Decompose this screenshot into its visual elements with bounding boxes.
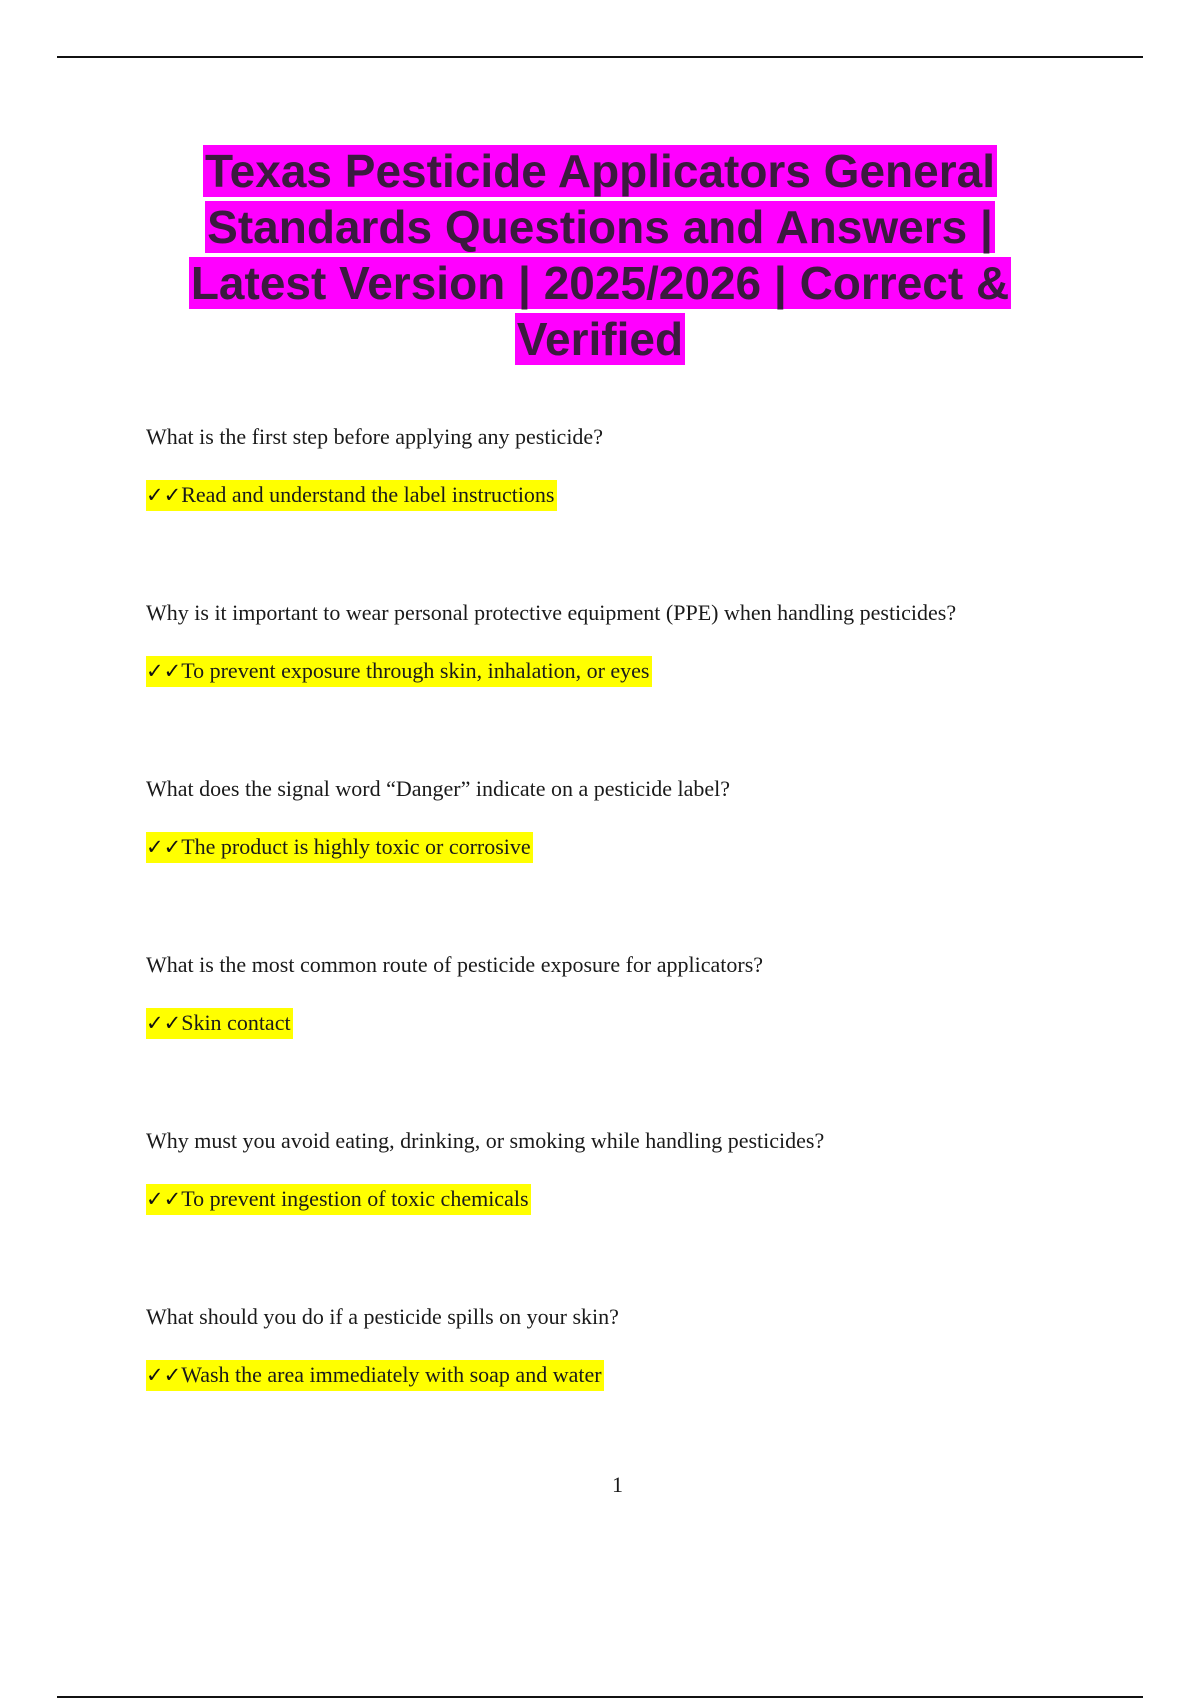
double-check-icon: ✓✓ <box>146 1363 182 1387</box>
qa-item-5 <box>146 1127 1086 1213</box>
answer-highlight <box>146 1360 604 1391</box>
double-check-icon: ✓✓ <box>146 1187 182 1211</box>
answer <box>146 1185 1086 1213</box>
double-check-icon: ✓✓ <box>146 483 182 507</box>
top-divider <box>57 56 1143 58</box>
answer-text: The product is highly toxic or corrosive <box>181 834 531 859</box>
qa-item-6 <box>146 1303 1086 1389</box>
question-text: What should you do if a pesticide spills on your skin? <box>146 1304 619 1329</box>
answer-highlight <box>146 480 557 511</box>
question-text: Why is it important to wear personal protective equipment (PPE) when handling pesticides? <box>146 600 957 625</box>
double-check-icon: ✓✓ <box>146 1011 182 1035</box>
question-text: Why must you avoid eating, drinking, or smoking while handling pesticides? <box>146 1128 825 1153</box>
answer-text: To prevent exposure through skin, inhalation, or eyes <box>181 658 650 683</box>
qa-item-1 <box>146 423 1086 509</box>
question-text: What is the first step before applying any pesticide? <box>146 424 603 449</box>
qa-item-3 <box>146 775 1086 861</box>
answer-text: To prevent ingestion of toxic chemicals <box>181 1186 529 1211</box>
double-check-icon: ✓✓ <box>146 659 182 683</box>
qa-item-4 <box>146 951 1086 1037</box>
document-title <box>140 143 1060 367</box>
answer <box>146 833 1086 861</box>
answer-text: Skin contact <box>181 1010 291 1035</box>
answer <box>146 1009 1086 1037</box>
page-number: 1 <box>612 1472 623 1497</box>
answer <box>146 657 1086 685</box>
answer-highlight <box>146 1184 531 1215</box>
qa-item-2 <box>146 599 1086 685</box>
answer <box>146 481 1086 509</box>
answer-highlight <box>146 832 533 863</box>
question-text: What does the signal word “Danger” indicate on a pesticide label? <box>146 776 730 801</box>
question-text: What is the most common route of pesticide exposure for applicators? <box>146 952 764 977</box>
answer-highlight <box>146 1008 293 1039</box>
answer-text: Read and understand the label instructions <box>181 482 555 507</box>
bottom-divider <box>57 1696 1143 1698</box>
document-title-text: Texas Pesticide Applicators General Standards Questions and Answers | Latest Version | 2025/2026 | Correct & Verified <box>190 145 1010 365</box>
answer <box>146 1361 1086 1389</box>
answer-text: Wash the area immediately with soap and water <box>181 1362 602 1387</box>
answer-highlight <box>146 656 652 687</box>
double-check-icon: ✓✓ <box>146 835 182 859</box>
